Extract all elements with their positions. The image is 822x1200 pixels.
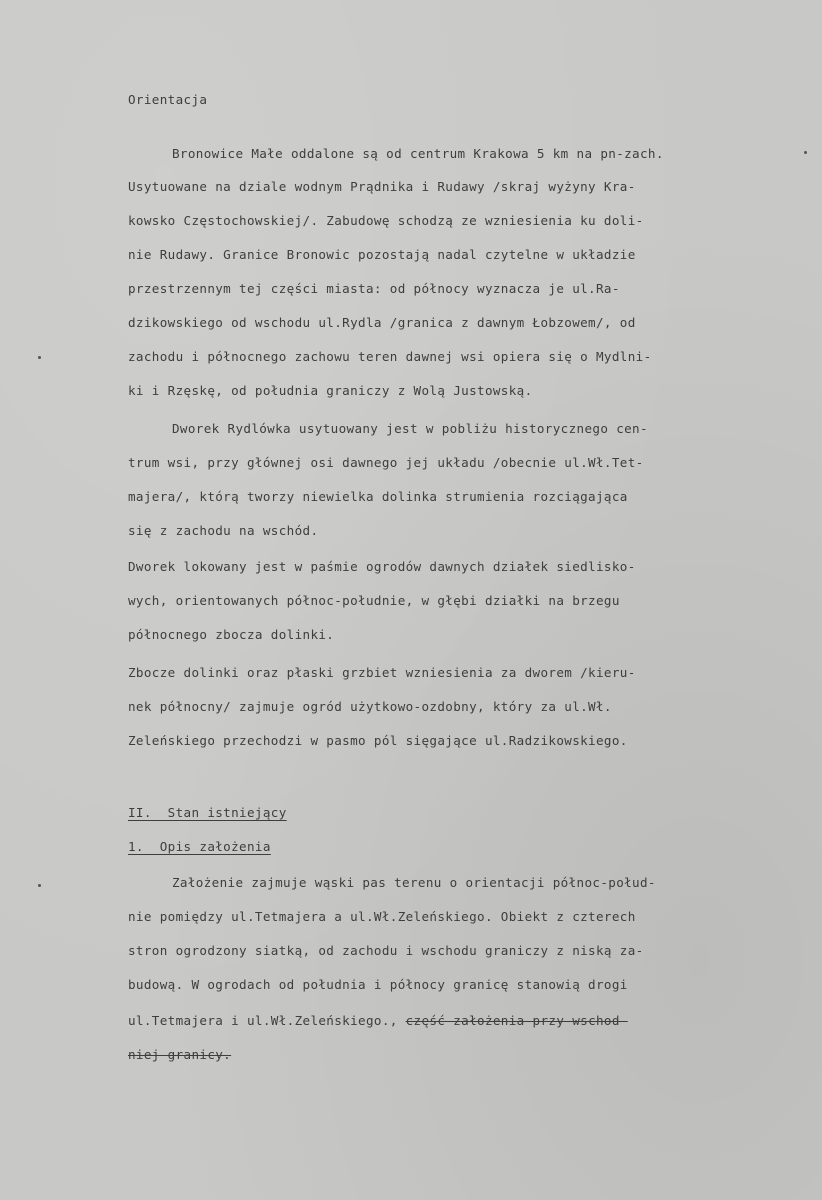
paragraph-line: zachodu i północnego zachowu teren dawnej wsi opiera się o Mydlni-: [128, 349, 652, 364]
paragraph-line: budową. W ogrodach od południa i północy granicę stanowią drogi: [128, 977, 628, 992]
line-text: ul.Tetmajera i ul.Wł.Zeleńskiego.,: [128, 1013, 406, 1028]
paragraph-line-with-strikethrough: [128, 1013, 628, 1028]
subsection-heading: 1. Opis założenia: [128, 839, 271, 854]
paragraph-line: Założenie zajmuje wąski pas terenu o orientacji północ-połud-: [172, 875, 656, 890]
struck-text: część założenia przy wschod-: [405, 1013, 628, 1028]
paragraph-line: Dworek lokowany jest w paśmie ogrodów dawnych działek siedlisko-: [128, 559, 636, 574]
paragraph-line: dzikowskiego od wschodu ul.Rydla /granica z dawnym Łobzowem/, od: [128, 315, 636, 330]
heading-orientacja: Orientacja: [128, 92, 208, 107]
paragraph-line: trum wsi, przy głównej osi dawnego jej układu /obecnie ul.Wł.Tet-: [128, 455, 644, 470]
paragraph-line: wych, orientowanych północ-południe, w głębi działki na brzegu: [128, 593, 620, 608]
margin-dot: [804, 151, 807, 154]
paragraph-line: nie Rudawy. Granice Bronowic pozostają nadal czytelne w układzie: [128, 247, 636, 262]
paragraph-line: ki i Rzęskę, od południa graniczy z Wolą Justowską.: [128, 383, 533, 398]
paragraph-line: przestrzennym tej części miasta: od północy wyznacza je ul.Ra-: [128, 281, 620, 296]
struck-line: niej granicy.: [128, 1047, 232, 1062]
paragraph-line: północnego zbocza dolinki.: [128, 627, 335, 642]
margin-dot: [38, 356, 41, 359]
paragraph-line: się z zachodu na wschód.: [128, 523, 319, 538]
paragraph-line: Zbocze dolinki oraz płaski grzbiet wzniesienia za dworem /kieru-: [128, 665, 636, 680]
paragraph-line: nie pomiędzy ul.Tetmajera a ul.Wł.Zeleńskiego. Obiekt z czterech: [128, 909, 636, 924]
paragraph-line: kowsko Częstochowskiej/. Zabudowę schodzą ze wzniesienia ku doli-: [128, 213, 644, 228]
paragraph-line: stron ogrodzony siatką, od zachodu i wschodu graniczy z niską za-: [128, 943, 644, 958]
paragraph-line: Zeleńskiego przechodzi w pasmo pól sięgające ul.Radzikowskiego.: [128, 733, 628, 748]
paragraph-line: nek północny/ zajmuje ogród użytkowo-ozdobny, który za ul.Wł.: [128, 699, 612, 714]
section-heading: II. Stan istniejący: [128, 805, 287, 820]
paragraph-line: Usytuowane na dziale wodnym Prądnika i Rudawy /skraj wyżyny Kra-: [128, 179, 636, 194]
paragraph-line: Dworek Rydlówka usytuowany jest w pobliżu historycznego cen-: [172, 421, 648, 436]
paragraph-line: Bronowice Małe oddalone są od centrum Krakowa 5 km na pn-zach.: [172, 146, 664, 161]
margin-dot: [38, 884, 41, 887]
paragraph-line: majera/, którą tworzy niewielka dolinka strumienia rozciągająca: [128, 489, 628, 504]
